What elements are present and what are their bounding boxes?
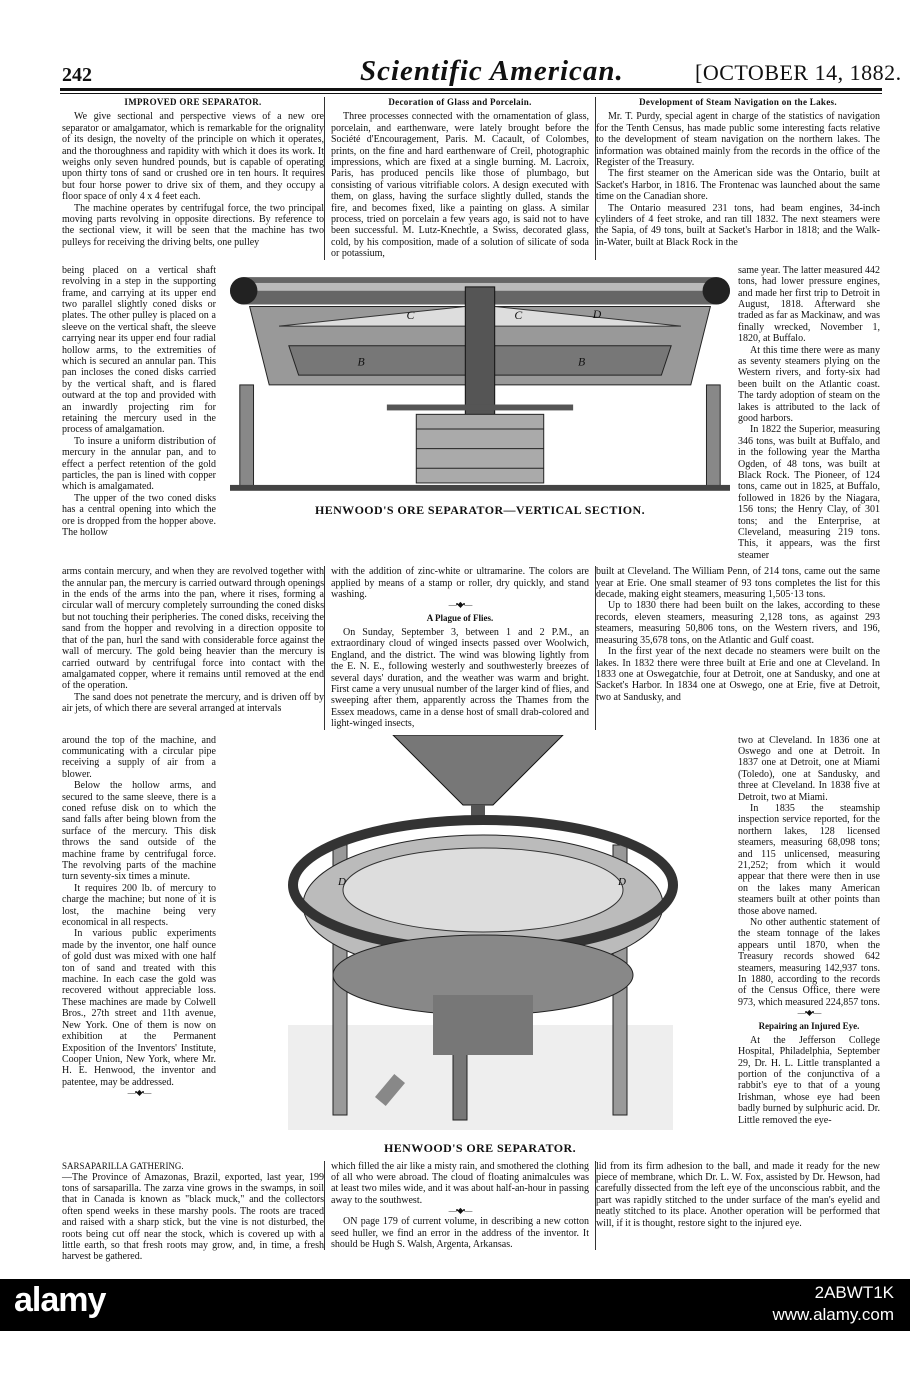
paragraph: with the addition of zinc-white or ultramarine. The colors are applied by means of a stamp or roller, dry quickly, and stand washing. [331,566,589,601]
figure-letter: D [337,875,346,888]
article-ore-separator-mid [62,566,324,714]
paragraph: around the top of the machine, and communicating with a circular pipe receiving a supply of air from a blower. [62,734,216,780]
article-glass-decoration-end [324,566,596,729]
paragraph: being placed on a vertical shaft revolving in a step in the supporting frame, and carrying at its upper end two parallel slightly coned disks or plates. The other pulley is placed on a sleeve on the vertical shaft, the sleeve carrying near its upper end four radial hollow arms, to the extremities of which is secured an annular pan. This pan incloses the coned disks carried by the vertical shaft, and is flared outward at the top and provided with an inwardly projecting rim for retaining the mercury used in the process of amalgamation. [62,264,216,436]
paragraph: Up to 1830 there had been built on the lakes, according to these records, eleven steamers, measuring 2,128 tons, as against 293 steamers, measuring 50,806 tons, on the Western rivers, and 196, measuring 35,678 tons, on the Atlantic and Gulf coast. [596,600,880,646]
paragraph: which filled the air like a misty rain, and smothered the clothing of all who were abroad. The cloud of floating animalcules was at least two miles wide, and it was about half-an-hour in passing away to the southwest. [331,1160,589,1206]
paragraph: At this time there were as many as seventy steamers plying on the Western rivers, and forty-six had been built on the Atlantic coast. The tardy adoption of steam on the lakes is attributed to the lack of good harbors. [738,344,880,424]
paragraph: The machine operates by centrifugal force, the two principal moving parts revolving in opposite directions. By reference to the sectional view, it will be seen that the machine has two pulleys for receiving the driving belts, one pulley [62,202,324,248]
paragraph: Below the hollow arms, and secured to the same sleeve, there is a coned refuse disk on to which the sand falls after being blown from the surface of the mercury. This disk throws the sand outside of the machine frame by centrifugal force. The revolving parts of the machine turn seventy-six times a minute. [62,780,216,883]
masthead-title: Scientific American. [360,55,624,87]
figure-letter: D [617,875,626,888]
paragraph: arms contain mercury, and when they are revolved together with the annular pan, the mercury is carried outward through openings in the ends of the arms into the pan, where it rises, forming a circular wall of mercury completely surrounding the coned disks but not touching their peripheries. The coned disks, receiving the sand from the hopper and revolving in a direction opposite to that of the pan, hurl the sand with considerable force against the wall of mercury. The gold being heavier than the mercury is carried outward by centrifugal force into contact with the amalgamated copper, where it remains until removed at the end of the operation. [62,566,324,692]
figure-letter: C [514,308,523,322]
paragraph: Three processes connected with the ornamentation of glass, porcelain, and earthenware, were lately brought before the Société d'Encouragement, Paris. M. Cacault, of Colombes, prints, on the fine and hard earthenware of Creil, photographic impressions, which are fixed at a single burning. M. Lacroix, Paris, has produced pencils like those of plumbago, but consisting of various vitrifiable colors. A design executed with them, on glass, having the surface slightly dulled, stands the fire, and becomes fixed, like a painting on glass. A similar process, tried on porcelain a few years ago, is said not to have been successful. M. Lutz-Knechtle, a Swiss, decorated glass, cold, by his composition, made of a solution of silicate of soda or potassium, [331,111,589,260]
article-heading: Decoration of Glass and Porcelain. [388,97,532,107]
paragraph: We give sectional and perspective views of a new ore separator or amalgamator, which is remarkable for the orignality of its design, the novelty of the principle on which it operates, and the thoroughness and rapidity with which it does its work. It weighs only seven hundred pounds, but is capable of operating upon thirty tons of sand or crushed ore in ten hours. It requires but four horse power to drive six of them, and they occupy a floor space of only 4 x 4 feet each. [62,111,324,203]
ornament-divider: —•◆•— [448,600,472,610]
paragraph: ON page 179 of current volume, in describing a new cotton seed huller, we find an error in the address of the inventor. It should be Hugh S. Walsh, Argenta, Arkansas. [331,1216,589,1250]
paragraph: —The Province of Amazonas, Brazil, exported, last year, 199 tons of sarsaparilla. The zarza vine grows in the swamps, in soil that in Canada is known as "black muck," and the collectors often spend weeks in these marshy pools. The roots are traced and raised with a sharp stick, but the vine is not disturbed, the roots being cut off near the stock, which is covered up with a little earth, so that fresh roots may grow, and, in time, a fresh harvest be gathered. [62,1171,324,1263]
page-columns [62,97,910,1263]
image-id: 2ABWT1K [814,1282,894,1302]
article-heading: IMPROVED ORE SEPARATOR. [124,97,262,107]
ornament-divider: —•◆•— [797,1008,821,1018]
article-heading: A Plague of Flies. [426,613,494,624]
issue-date: [OCTOBER 14, 1882. [695,60,902,85]
watermark-banner [0,1279,910,1331]
paragraph: The sand does not penetrate the mercury, and is driven off by air jets, of which there are several arranged at intervals [62,691,324,715]
paragraph: same year. The latter measured 442 tons, had lower pressure engines, and made her first trip to Detroit in August, 1818. Afterward she traded as far as Mackinaw, and was finally wrecked, November 1, 1820, at Buffalo. [738,264,880,345]
paragraph: two at Cleveland. In 1836 one at Oswego and one at Detroit. In 1837 one at Detroit, one at Miami (Toledo), one at Sandusky, and three at Cleveland. In 1838 five at Detroit, two at Miami. [738,734,880,803]
paragraph: The upper of the two coned disks has a central opening into which the ore is dropped from the hopper above. The hollow [62,492,216,539]
paragraph: The first steamer on the American side was the Ontario, built at Sacket's Harbor, in 1816. The Frontenac was launched about the same time on the Canadian shore. [596,168,880,203]
paragraph: The Ontario measured 231 tons, had beam engines, 34-inch cylinders of 4 feet stroke, and ran till 1832. The next steamers were the Sapia, of 49 tons, built at Sacket's Harbor in 1818; and the Walk-in-Water, built at Black Rock in the [596,202,880,248]
article-heading: SARSAPARILLA GATHERING. [62,1160,184,1171]
paragraph: It requires 200 lb. of mercury to charge the machine; but none of it is lost, the machine being very economical in all respects. [62,882,216,929]
ornament-divider: —•◆•— [448,1206,472,1216]
figure-letter: D [592,307,602,321]
article-steam-navigation-narrow2 [738,735,880,1126]
figure-caption: HENWOOD'S ORE SEPARATOR—VERTICAL SECTION. [314,502,646,517]
figure-caption: HENWOOD'S ORE SEPARATOR. [384,1140,576,1155]
vertical-section-figure [222,265,738,518]
article-heading: Development of Steam Navigation on the Lakes. [639,97,837,107]
paragraph: To insure a uniform distribution of mercury in the annular pan, and to effect a perfect retention of the gold particles, the pan is lined with copper which is amalgamated. [62,435,216,493]
paragraph: At the Jefferson College Hospital, Philadelphia, September 29, Dr. H. L. Little transplanted a portion of the conjunctiva of a rabbit's eye to that of a young Irishman, whose eye had been badly burned by sulphuric acid. Dr. Little removed the eye- [738,1034,880,1126]
paragraph: No other authentic statement of the steam tonnage of the lakes appears until 1870, when the Treasury records showed 642 steamers, measuring 142,937 tons. In 1880, according to the records of the Census Office, there were 973, which measured 224,857 tons. [738,917,880,1008]
ornament-divider: —•◆•— [127,1088,151,1098]
paragraph: On Sunday, September 3, between 1 and 2 P.M., an extraordinary cloud of winged insects passed over Woolwich, England, and the district. The wind was blowing lightly from the E. N. E., following westerly and southwesterly breezes of several days' duration, and the weather was warm and bright. First came a very unusual number of the larger kind of flies, and sweeping after them, apparently across the Thames from the Essex meadows, came in a dense host of small drab-colored and light-winged insects, [331,626,589,730]
article-ore-separator-narrow2 [62,735,222,1099]
alamy-logo: alamy [14,1280,106,1319]
vertical-section-illustration [230,265,730,497]
article-steam-navigation-narrow [738,265,880,562]
watermark-url: www.alamy.com [772,1304,894,1324]
article-steam-navigation-mid [596,566,880,703]
figure-letter: C [406,308,415,322]
perspective-illustration [283,735,678,1135]
article-injured-eye-end [596,1161,880,1229]
paragraph: In 1835 the steamship inspection service reported, for the northern lakes, 128 licensed steamers, measuring 68,098 tons; and 115 unlicensed, measuring 21,252; from which it would appear that there were then in use on the lakes many American steamers built at other points than those above named. [738,802,880,917]
article-flies-end [324,1161,596,1251]
paragraph: Mr. T. Purdy, special agent in charge of the statistics of navigation for the Tenth Census, has made public some interesting facts relative to the development of steam navigation on the northern lakes. The information was obtained mainly from the records in the office of the Register of the Treasury. [596,111,880,169]
perspective-figure [222,735,738,1156]
header-rule [60,88,882,91]
paragraph: In 1822 the Superior, measuring 346 tons, was built at Buffalo, and in the following year the Martha Ogden, of 48 tons, was built at Black Rock. The Pioneer, of 124 tons, came out in 1825, at Buffalo, followed in 1826 by the Niagara, 156 tons; the Henry Clay, of 301 tons; and the Enterprise, at Cleveland, measuring 219 tons. This, it appears, was the first steamer [738,424,880,561]
article-ore-separator-top [62,97,324,248]
article-heading: Repairing an Injured Eye. [758,1021,860,1032]
header-rule-thin [60,93,882,94]
article-glass-decoration [324,97,596,260]
article-ore-separator-narrow [62,265,222,539]
article-steam-navigation [596,97,880,248]
paragraph: In the first year of the next decade no steamers were built on the lakes. In 1832 there were three built at Erie and one at Cleveland. In 1833 one at Oswegatchie, four at Detroit, one at Sandusky, and one at Sacket's Harbor. In 1834 one at Oswego, one at Erie, five at Detroit, two at Sandusky, and [596,646,880,703]
figure-letter: B [357,355,365,369]
paragraph: In various public experiments made by the inventor, one half ounce of gold dust was mixed with one half ton of sand and treated with this machine. In each case the gold was recovered without appreciable loss. These machines are made by Colwell Bros., 27th street and 11th avenue, New York. One of them is now on exhibition at the Permanent Exposition of the Inventors' Institute, Cooper Union, New York, where Mr. H. E. Henwood, the inventor and patentee, may be addressed. [62,928,216,1088]
paragraph: built at Cleveland. The William Penn, of 214 tons, came out the same year at Erie. One small steamer of 93 tons completes the list for this decade, making eight steamers, measuring 1,505·13 tons. [596,566,880,601]
article-sarsaparilla [62,1161,324,1263]
page-number: 242 [62,64,92,86]
paragraph: lid from its firm adhesion to the ball, and made it ready for the new piece of membrane, which Dr. L. W. Fox, assisted by Dr. Hewson, had carefully dissected from the left eye of the unconscious rabbit, and the part was rapidly stitched to the under surface of the man's eyelid and neatly stitched to its place. Another operation will be performed that will, if it is thought, restore sight to the injured eye. [596,1160,880,1229]
figure-letter: B [578,355,586,369]
